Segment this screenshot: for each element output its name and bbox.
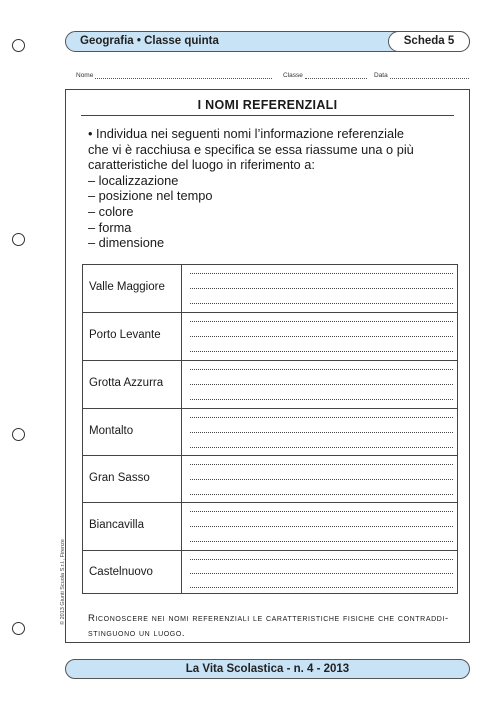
answer-line[interactable] [190,321,453,322]
worksheet-title: I NOMI REFERENZIALI [197,98,338,112]
place-name: Valle Maggiore [89,281,165,293]
class-dotted-line [305,71,367,79]
learning-objective [88,611,460,641]
sheet-badge: Scheda 5 [388,31,470,52]
criterion-item: – posizione nel tempo [88,188,213,204]
binder-hole-icon [12,39,25,52]
table-row [83,360,457,408]
date-dotted-line [390,71,469,79]
name-dotted-line [95,71,272,79]
answer-line[interactable] [190,384,453,385]
place-name: Biancavilla [89,519,144,531]
answer-line[interactable] [190,417,453,418]
criterion-item: – localizzazione [88,172,179,188]
place-name: Castelnuovo [89,566,153,578]
binder-hole-icon [12,622,25,635]
answer-line[interactable] [190,399,453,400]
title-divider [81,115,454,116]
answer-line[interactable] [190,369,453,370]
name-field[interactable] [76,69,272,79]
table-row [83,265,457,312]
answer-line[interactable] [190,526,453,527]
answer-line[interactable] [190,479,453,480]
date-label: Data [374,72,388,79]
answer-line[interactable] [190,273,453,274]
criterion-item: – dimensione [88,235,165,251]
instruction-line: che vi è racchiusa e specifica se essa riassume una o più [88,141,414,157]
answer-line[interactable] [190,351,453,352]
footer-band: La Vita Scolastica - n. 4 - 2013 [65,659,470,679]
table-row [83,312,457,360]
answer-line[interactable] [190,494,453,495]
binder-hole-icon [12,233,25,246]
answer-line[interactable] [190,587,453,588]
date-field[interactable] [374,69,469,79]
criterion-item: – forma [88,219,132,235]
answer-line[interactable] [190,573,453,574]
student-info-row [76,69,470,80]
instruction-line: caratteristiche del luogo in riferimento a: [88,157,315,173]
table-row [83,550,457,593]
answer-table [82,264,458,594]
objective-line: Riconoscere nei nomi referenziali le caratteristiche fisiche che contraddi- [88,613,449,624]
place-name: Porto Levante [89,329,161,341]
table-row [83,408,457,455]
objective-line: stinguono un luogo. [88,628,186,639]
table-row [83,455,457,502]
criterion-item: – colore [88,203,134,219]
header-band [65,31,470,52]
class-field[interactable] [283,69,367,79]
table-row [83,502,457,550]
class-label: Classe [283,72,303,79]
instruction-line: • Individua nei seguenti nomi l’informazione referenziale [88,126,405,141]
copyright-notice: © 2013 Giunti Scuola S.r.l., Firenze [60,539,66,625]
answer-line[interactable] [190,511,453,512]
answer-line[interactable] [190,303,453,304]
answer-line[interactable] [190,541,453,542]
binder-hole-icon [12,428,25,441]
instructions-block [88,126,458,251]
place-name: Grotta Azzurra [89,377,164,389]
subject-title: Geografia • Classe quinta [80,35,219,47]
name-label: Nome [76,72,94,79]
answer-line[interactable] [190,336,453,337]
answer-line[interactable] [190,559,453,560]
answer-line[interactable] [190,447,453,448]
place-name: Montalto [89,425,134,437]
place-name: Gran Sasso [89,472,150,484]
answer-line[interactable] [190,432,453,433]
answer-line[interactable] [190,464,453,465]
answer-line[interactable] [190,288,453,289]
